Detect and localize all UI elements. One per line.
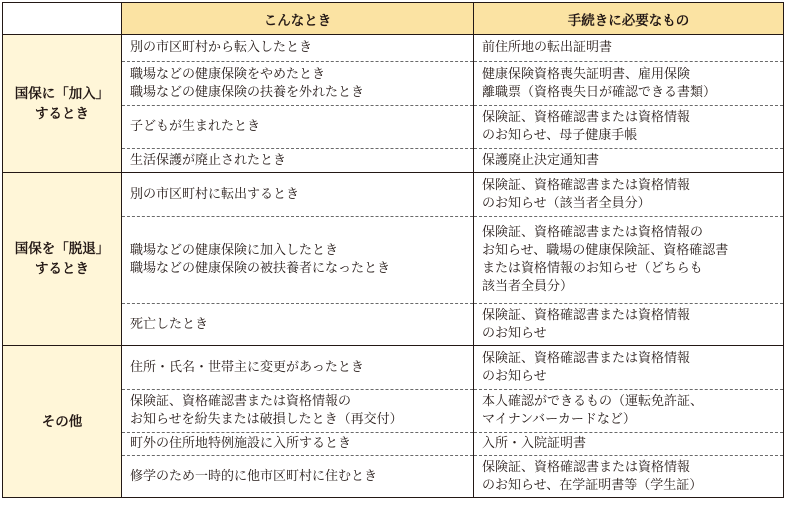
situation-cell [122,433,474,456]
required-items-cell [474,346,784,390]
required-items-cell [474,106,784,149]
category-label-line: その他 [41,413,83,430]
required-items-text-line: 保険証、資格確認書または資格情報 [482,459,691,475]
header-corner-cell [3,3,122,35]
required-items-text-line: 前住所地の転出証明書 [482,40,613,55]
required-items-text-line: 離職票（資格喪失日が確認できる書類） [482,84,717,100]
required-items-text-line: 保険証、資格確認書または資格情報の [482,225,704,240]
required-items-text-line: のお知らせ [482,368,547,384]
situation-text-line: 別の市区町村から転入したとき [130,40,313,55]
required-items-cell [474,62,784,106]
situation-text-line: 別の市区町村に転出するとき [130,186,300,202]
situation-text-line: 子どもが生まれたとき [130,119,261,134]
required-items-cell [474,35,784,62]
category-cell [3,35,122,173]
situation-cell [122,390,474,433]
situation-text-line: 住所・氏名・世帯主に変更があったとき [130,359,364,375]
situation-cell [122,106,474,149]
required-items-text-line: 本人確認ができるもの（運転免許証、 [482,394,704,409]
header-needs: 手続きに必要なもの [474,3,784,35]
table-row [3,173,784,217]
required-items-text-line: お知らせ、職場の健康保険証、資格確認書 [482,243,729,258]
required-items-text-line: 入所・入院証明書 [482,436,587,451]
situation-cell [122,217,474,304]
required-items-text-line: 保護廃止決定通知書 [482,152,600,168]
situation-text-line: お知らせを紛失または破損したとき（再交付） [130,412,403,427]
situation-text-line: 職場などの健康保険をやめたとき [130,66,326,82]
procedures-table [2,2,784,498]
required-items-text-line: のお知らせ、母子健康手帳 [482,128,638,143]
situation-text-line: 修学のため一時的に他市区町村に住むとき [130,468,378,484]
category-cell [3,346,122,498]
situation-text-line: 職場などの健康保険に加入したとき [130,243,339,258]
required-items-text-line: 健康保険資格喪失証明書、雇用保険 [482,66,691,82]
required-items-text-line: 保険証、資格確認書または資格情報 [482,350,691,366]
required-items-cell [474,217,784,304]
situation-cell [122,456,474,498]
required-items-cell [474,433,784,456]
required-items-cell [474,304,784,346]
situation-cell [122,62,474,106]
situation-text-line: 町外の住所地特例施設に入所するとき [130,436,352,451]
table-row [3,346,784,390]
category-label-line: するとき [35,105,89,122]
category-label-line: 国保に「加入」 [14,85,110,102]
required-items-text-line: のお知らせ（該当者全員分） [482,195,651,211]
required-items-cell [474,149,784,173]
situation-text-line: 保険証、資格確認書または資格情報の [130,394,352,409]
required-items-text-line: 該当者全員分） [482,279,574,294]
table-header-row [3,3,784,35]
category-label-line: するとき [35,261,89,277]
situation-cell [122,149,474,173]
required-items-text-line: 保険証、資格確認書または資格情報 [482,177,691,193]
category-label-line: 国保を「脱退」 [14,241,110,257]
required-items-cell [474,456,784,498]
required-items-text-line: マイナンバーカードなど） [482,412,636,427]
situation-text-line: 死亡したとき [130,316,209,332]
required-items-text-line: のお知らせ、在学証明書等（学生証） [482,477,703,493]
header-when: こんなとき [122,3,474,35]
required-items-text-line: 保険証、資格確認書または資格情報 [482,307,691,323]
required-items-text-line: 保険証、資格確認書または資格情報 [482,110,691,125]
situation-cell [122,346,474,390]
required-items-text-line: のお知らせ [482,325,547,341]
situation-cell [122,173,474,217]
situation-text-line: 生活保護が廃止されたとき [130,152,287,168]
category-cell [3,173,122,346]
situation-cell [122,304,474,346]
table-row [3,35,784,62]
situation-cell [122,35,474,62]
required-items-cell [474,390,784,433]
required-items-cell [474,173,784,217]
situation-text-line: 職場などの健康保険の被扶養者になったとき [130,261,391,276]
situation-text-line: 職場などの健康保険の扶養を外れたとき [130,84,365,100]
required-items-text-line: または資格情報のお知らせ（どちらも [482,261,703,276]
